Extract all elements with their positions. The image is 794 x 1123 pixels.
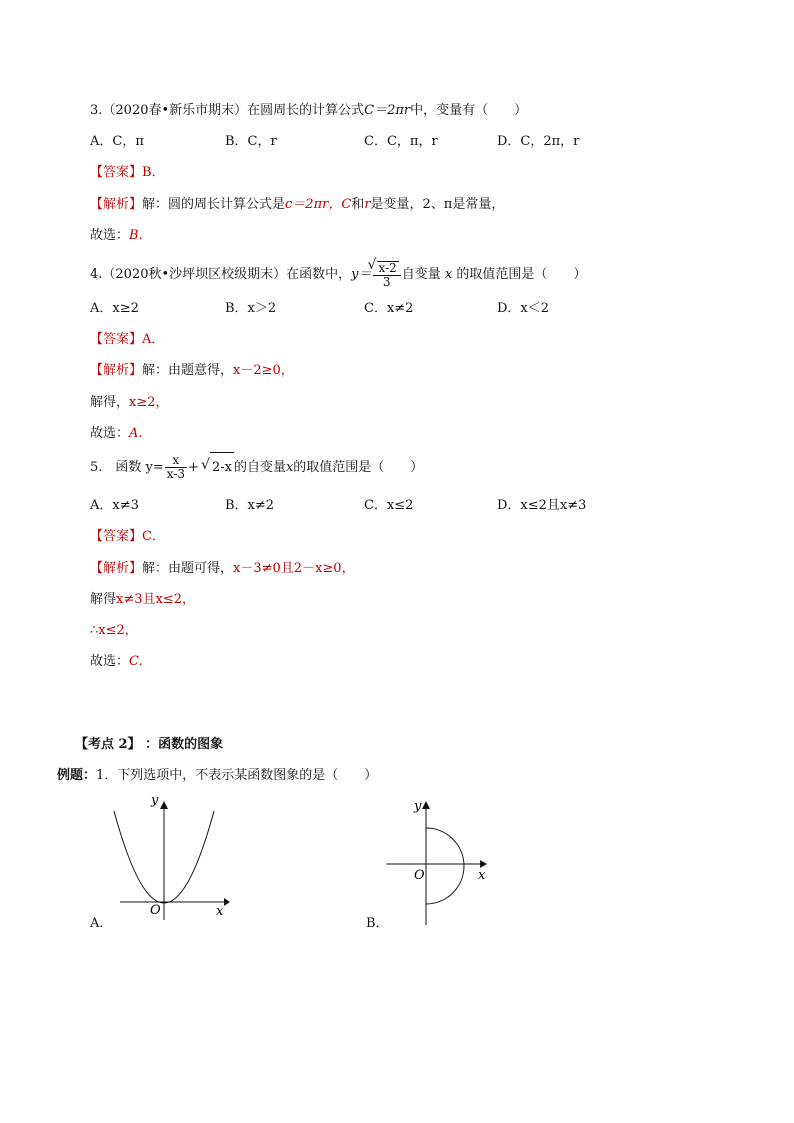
- graph-a-x-arrow: [224, 898, 230, 906]
- q5-option-d: D．x≤2且x≠3: [497, 498, 587, 513]
- q5-answer: 【答案】C．: [90, 529, 165, 544]
- q3-formula: C＝2πr: [364, 103, 411, 118]
- graph-b-x-label: x: [478, 868, 486, 883]
- q4-option-b: B．x＞2: [225, 301, 277, 316]
- q4-stem: 4.（2020秋•沙坪坝区校级期末）在函数中，y＝ √ $\frac{x-2}{3}$ 自变量 x 的取值范围是（ ）: [90, 260, 586, 290]
- graph-b-y-arrow: [422, 801, 430, 809]
- graph-a-x-label: x: [216, 904, 224, 919]
- graph-a-y-label: y: [151, 795, 159, 808]
- q5-option-c: C．x≤2: [364, 498, 414, 513]
- q5-sqrt: √ 2-x: [210, 452, 234, 483]
- example-line: 例题：1．下列选项中，不表示某函数图象的是（ ）: [57, 768, 378, 783]
- graph-b-x-arrow: [480, 860, 487, 868]
- q5-stem: 5. 函数 y= $\frac{x}{x-3}$ +√ 2-x 的自变量x的取值范围是（ ）: [90, 452, 423, 483]
- q4-fraction: √ $\frac{x-2}{3}$: [373, 261, 401, 289]
- q5-therefore: ∴x≤2，: [90, 623, 138, 638]
- q4-analysis: 【解析】解：由题意得，x－2≥0，: [90, 363, 294, 378]
- q3-option-b: B．C，r: [225, 134, 277, 149]
- q5-option-a: A．x≠3: [90, 498, 139, 513]
- q5-solve: 解得x≠3且x≤2，: [90, 592, 196, 607]
- graph-b: [380, 795, 500, 925]
- graph-a-label: A．: [90, 916, 113, 931]
- q4-choose: 故选：A.: [90, 426, 143, 441]
- q5-choose: 故选：C.: [90, 654, 143, 669]
- q3-stem: 3.（2020春•新乐市期末）在圆周长的计算公式C＝2πr中，变量有（ ）: [90, 103, 528, 118]
- q5-option-b: B．x≠2: [225, 498, 275, 513]
- graph-a: [100, 795, 240, 920]
- q4-option-c: C．x≠2: [364, 301, 414, 316]
- q3-answer: 【答案】B．: [90, 165, 165, 180]
- q5-fraction: $\frac{x}{x-3}$: [166, 453, 186, 481]
- q4-option-a: A．x≥2: [90, 301, 139, 316]
- q3-option-a: A．C，π: [90, 134, 144, 149]
- q4-option-d: D．x＜2: [497, 301, 550, 316]
- graph-a-y-arrow: [160, 801, 168, 809]
- q4-solve: 解得，x≥2，: [90, 395, 169, 410]
- q3-option-c: C．C，π，r: [364, 134, 438, 149]
- q4-answer: 【答案】A．: [90, 332, 165, 347]
- graph-b-origin: O: [414, 868, 425, 883]
- section-heading: 【考点 2】 ：函数的图象: [75, 737, 224, 752]
- graph-b-label: B．: [366, 916, 389, 931]
- graph-a-origin: O: [150, 903, 161, 918]
- graph-b-y-label: y: [414, 799, 422, 814]
- q3-option-d: D．C，2π，r: [497, 134, 580, 149]
- q3-analysis: 【解析】解：圆的周长计算公式是c＝2πr，C和r是变量，2、π是常量，: [90, 197, 505, 212]
- graph-b-semicircle: [426, 828, 464, 904]
- q3-choose: 故选：B.: [90, 228, 143, 243]
- q5-analysis: 【解析】解：由题可得，x－3≠0且2－x≥0，: [90, 561, 355, 576]
